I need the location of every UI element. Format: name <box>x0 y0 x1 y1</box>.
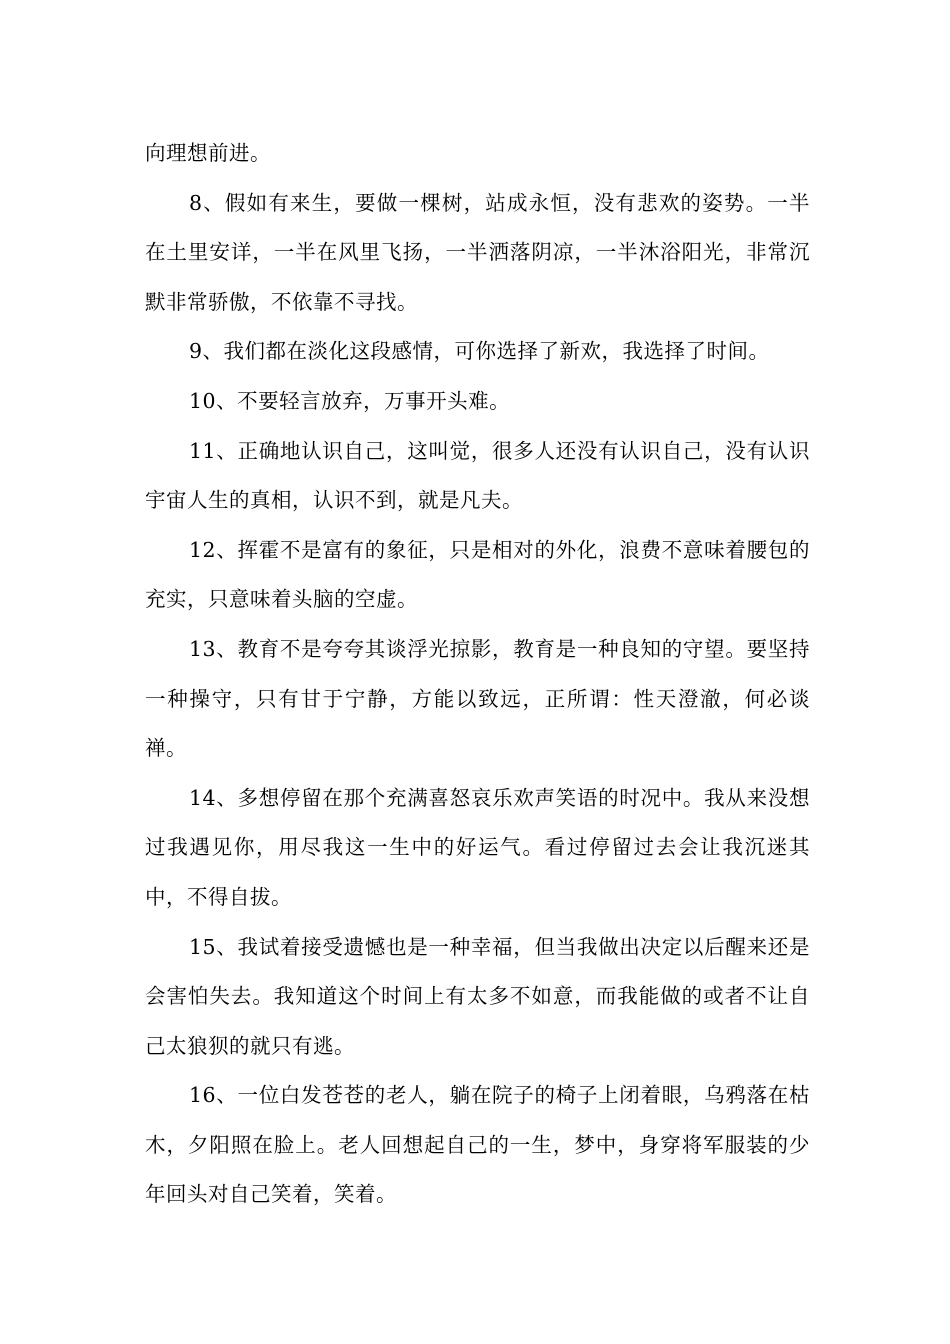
paragraph-item-14: 14、多想停留在那个充满喜怒哀乐欢声笑语的时况中。我从来没想过我遇见你，用尽我这一生中的好运气。看过停留过去会让我沉迷其中，不得自拔。 <box>145 785 810 909</box>
paragraph-item-12: 12、挥霍不是富有的象征，只是相对的外化，浪费不意味着腰包的充实，只意味着头脑的空虚。 <box>145 537 810 612</box>
paragraph-continuation: 向理想前进。 <box>145 141 271 165</box>
document-body <box>145 129 810 1220</box>
paragraph-item-9: 9、我们都在淡化这段感情，可你选择了新欢，我选择了时间。 <box>189 339 770 364</box>
paragraph-item-16: 16、一位白发苍苍的老人，躺在院子的椅子上闭着眼，乌鸦落在枯木，夕阳照在脸上。老人回想起自己的一生，梦中，身穿将军服装的少年回头对自己笑着，笑着。 <box>145 1083 810 1207</box>
paragraph-item-10: 10、不要轻言放弃，万事开头难。 <box>189 388 511 413</box>
paragraph-item-15: 15、我试着接受遗憾也是一种幸福，但当我做出决定以后醒来还是会害怕失去。我知道这个时间上有太多不如意，而我能做的或者不让自己太狼狈的就只有逃。 <box>145 934 810 1058</box>
paragraph-item-8: 8、假如有来生，要做一棵树，站成永恒，没有悲欢的姿势。一半在土里安详，一半在风里飞扬，一半洒落阴凉，一半沐浴阳光，非常沉默非常骄傲，不依靠不寻找。 <box>145 190 810 314</box>
paragraph-item-11: 11、正确地认识自己，这叫觉，很多人还没有认识自己，没有认识宇宙人生的真相，认识不到，就是凡夫。 <box>145 438 810 513</box>
paragraph-item-13: 13、教育不是夸夸其谈浮光掠影，教育是一种良知的守望。要坚持一种操守，只有甘于宁静，方能以致远，正所谓：性天澄澈，何必谈禅。 <box>145 636 810 761</box>
